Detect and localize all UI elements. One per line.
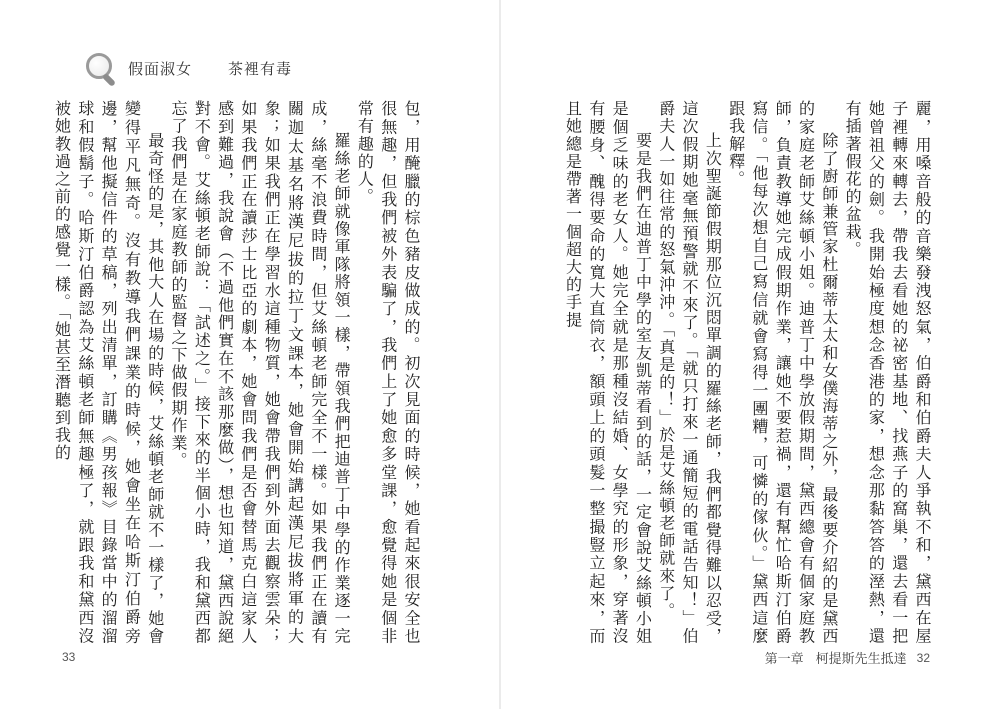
paragraph: 麗，用嗓音般的音樂發洩怒氣，伯爵和伯爵夫人爭執不和，黛西在屋子裡轉來轉去，帶我去看她的祕密基地、找燕子的窩巢，還去看一把她曾祖父的劍。我開始極度想念香港的家，想念那黏答答的溼熱，還有插著假花的盆栽。: [843, 100, 932, 645]
paragraph: 最奇怪的是，其他大人在場的時候，艾絲頓老師就不一樣了，她會變得平凡無奇。沒有教導我們課業的時候，她會坐在哈斯汀伯爵旁邊，幫他擬信件的草稿，列出清單，訂購《男孩報》目錄當中的溜溜球和假鬍子。哈斯汀伯爵認為艾絲頓老師無趣極了，就跟我和黛西沒被她教過之前的感覺一樣。「她甚至潛聽到我的: [52, 100, 165, 645]
book-gutter: [499, 0, 501, 709]
paragraph: 上次聖誕節假期那位沉悶單調的羅絲老師，我們都覺得難以忍受，這次假期她毫無預警就不來了。「就只打來一通簡短的電話告知！」伯爵夫人一如往常的怒氣沖沖。「真是的！」於是艾絲頓老師就來了。: [656, 100, 723, 645]
magnifying-glass-icon: [84, 51, 118, 85]
right-page-number: 32: [916, 650, 930, 665]
left-page-text: [52, 100, 423, 645]
right-page-footer: [765, 648, 930, 667]
left-page-number: 33: [62, 650, 76, 664]
chapter-title: 茶裡有毒: [228, 59, 293, 78]
running-header: [84, 48, 292, 88]
paragraph: 除了廚師兼管家杜爾蒂太太和女僕海蒂之外，最後要介紹的是黛西的家庭老師艾絲頓小姐。迪普丁中學放假期間，黛西總會有個家庭教師，負責教導她完成假期作業，讓她不要惹禍，還有幫忙哈斯汀伯爵寫信。「他每次想自己寫信就會寫得一團糟，可憐的傢伙。」黛西這麼跟我解釋。: [726, 100, 839, 645]
paragraph: 羅絲老師就像軍隊將領一樣，帶領我們把迪普丁中學的作業逐一完成，絲毫不浪費時間，但艾絲頓老師完全不一樣。如果我們正在讀有關迦太基名將漢尼拔的拉丁文課本，她會開始講起漢尼拔將軍的大象；如果我們正在學習水這種物質，她會帶我們到外面去觀察雲朵；如果我們正在讀莎士比亞的劇本，她會問我們是否會替馬克白這家人感到難過，我說會（不過他們實在不該那麼做），想也知道，黛西說絕對不會。艾絲頓老師說：「試述之。」接下來的半個小時，我和黛西都忘了我們是在家庭教師的監督之下做假期作業。: [169, 100, 352, 645]
paragraph: 包，用醃臘的棕色豬皮做成的。初次見面的時候，她看起來很安全也很無趣，但我們被外表騙了，我們上了她愈多堂課，愈覺得她是個非常有趣的人。: [355, 100, 421, 645]
paragraph: 要是我們在迪普丁中學的室友凱蒂看到的話，一定會說艾絲頓小姐是個乏味的老女人。她完全就是那種沒結婚、女學究的形象，穿著沒有腰身、醜得要命的寬大直筒衣，額頭上的頭髮一整撮豎立起來，而且她總是帶著一個超大的手提: [563, 100, 653, 645]
right-page-text: [563, 100, 934, 645]
book-title: 假面淑女: [128, 59, 193, 78]
chapter-label: 第一章: [764, 652, 804, 667]
chapter-name: 柯提斯先生抵達: [815, 652, 907, 667]
